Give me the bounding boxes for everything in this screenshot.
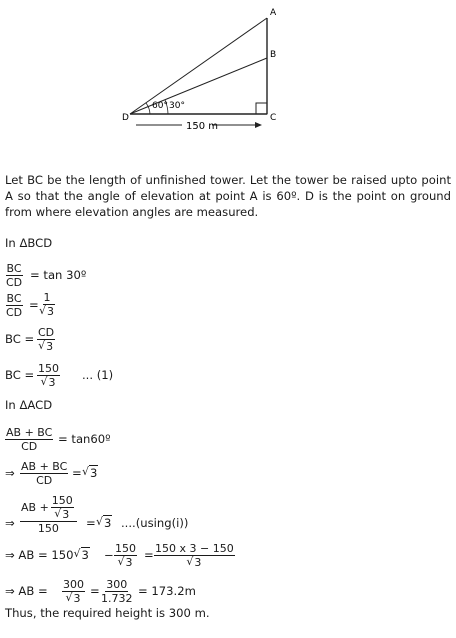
dim-right-head [255, 122, 262, 128]
intro-paragraph: Let BC be the length of unfinished tower. Let the tower be raised upto point A so that the angle of elevation at point A is 60º. D is the point on ground from where elevation angles are measured. [5, 173, 451, 219]
distance-label: 150 m [186, 121, 219, 132]
label-b: B [270, 50, 277, 60]
heading-bcd: In ΔBCD [5, 236, 53, 250]
eq1-lhs-fraction: $\frac{BC}{CD}$ [6, 262, 23, 289]
eq8-lhs: ⇒ AB = 150√ 3 [5, 548, 90, 562]
eq7-complex-fraction: AB + 150 √ 3 150 [20, 494, 77, 535]
label-d: D [122, 113, 129, 123]
eq1-rhs: = tan 30º [30, 268, 87, 282]
eq2-lhs-fraction: $\frac{BC}{CD}$ [6, 292, 23, 319]
eq4-lhs: BC = [5, 368, 35, 382]
eq8-fraction-1: 150 √ 3 [114, 542, 137, 569]
eq7-rhs: √ 3 [96, 516, 112, 530]
eq9-fraction-2: $\frac{300}{1.732}$ [101, 578, 133, 605]
eq7-tag: ....(using(i)) [121, 516, 189, 530]
eq5-rhs: = tan60º [58, 432, 111, 446]
conclusion: Thus, the required height is 300 m. [5, 606, 210, 620]
label-a: A [270, 8, 277, 18]
eq3-lhs: BC = [5, 332, 35, 346]
eq9-rhs: = 173.2m [138, 584, 196, 598]
eq2-equals: = [29, 298, 39, 312]
eq3-rhs-fraction: CD √ 3 [37, 326, 55, 353]
right-angle-mark [256, 103, 267, 114]
eq6-lhs-fraction: $\frac{AB + BC}{CD}$ [21, 460, 68, 487]
heading-acd: In ΔACD [5, 398, 53, 412]
label-c: C [270, 113, 277, 123]
eq6-arrow: ⇒ [5, 466, 15, 480]
angle-label-60: 60° [152, 101, 168, 111]
eq9-equals: = [90, 584, 100, 598]
eq8-fraction-2: 150 x 3 − 150 √ 3 [154, 542, 235, 569]
eq6-equals: = [72, 466, 82, 480]
tower-diagram [0, 0, 456, 140]
eq2-rhs-fraction: 1 √ 3 [38, 291, 56, 318]
eq7-equals: = [86, 516, 96, 530]
eq7-arrow: ⇒ [5, 516, 15, 530]
eq8-equals: = [144, 548, 154, 562]
eq6-rhs: √ 3 [82, 466, 98, 480]
eq9-fraction-1: 300 √ 3 [62, 578, 85, 605]
eq4-rhs-fraction: 150 √ 3 [37, 362, 60, 389]
eq8-minus: − [104, 548, 114, 562]
eq4-tag: ... (1) [82, 368, 114, 382]
eq5-lhs-fraction: $\frac{AB + BC}{CD}$ [6, 426, 53, 453]
angle-arc-60 [146, 103, 150, 114]
eq9-lhs: ⇒ AB = [5, 584, 48, 598]
angle-label-30: 30° [169, 101, 185, 111]
